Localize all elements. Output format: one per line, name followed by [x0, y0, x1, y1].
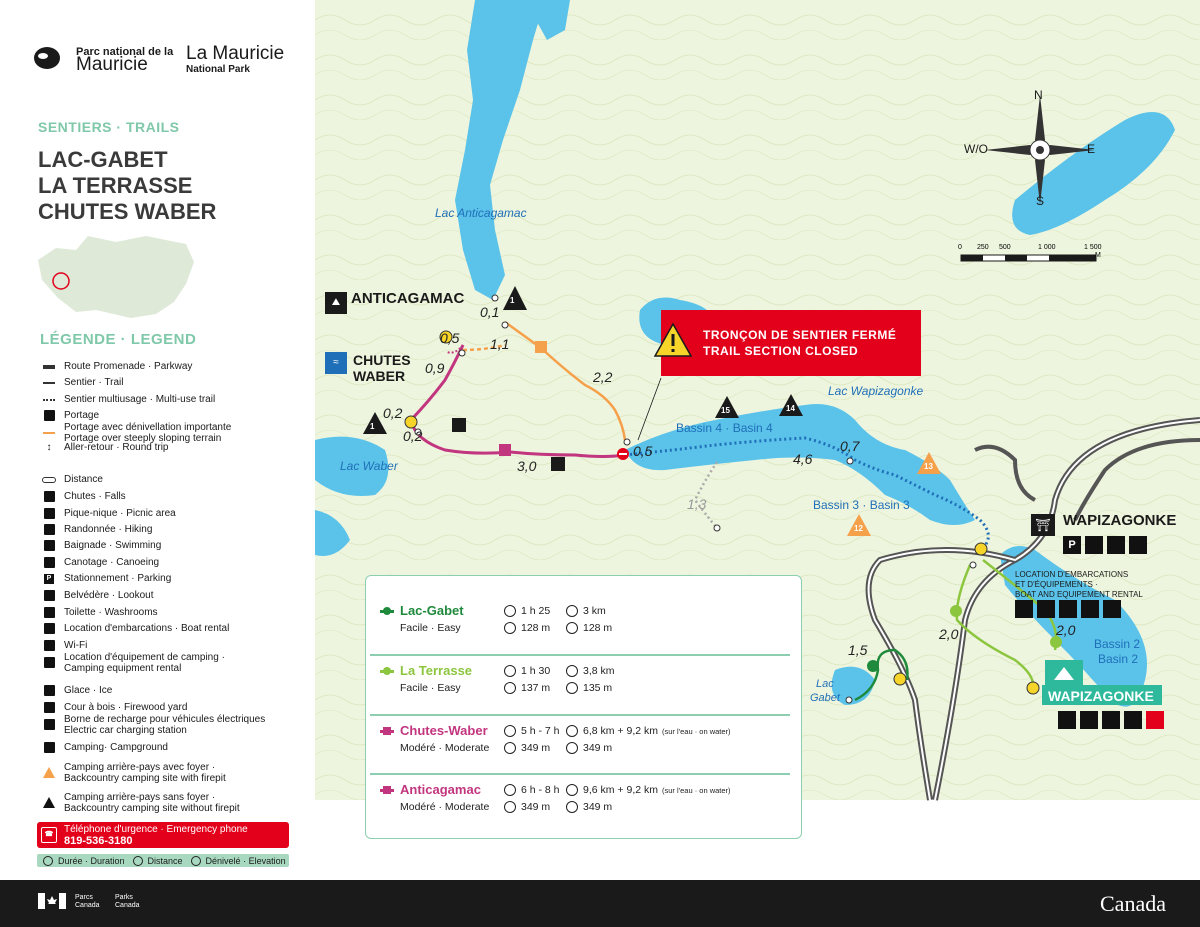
legend-item: [42, 791, 240, 814]
legend-item: [42, 392, 215, 407]
legend-item: [42, 571, 171, 586]
footer-parks-1: Parks: [115, 894, 133, 901]
trail-difficulty: Facile · Easy: [400, 682, 461, 694]
chutes-waber-marker-icon: [499, 444, 511, 456]
legend-item: [42, 359, 192, 374]
trail-color-dot: [383, 607, 391, 615]
legend-label: Canotage · Canoeing: [64, 557, 160, 568]
rental-text: [1015, 570, 1143, 600]
legend-item: [42, 683, 112, 698]
units-distance: Distance: [147, 855, 183, 866]
distance-label: 0,5: [633, 443, 653, 459]
legend-label: Sentier · Trail: [64, 377, 124, 388]
washroom-icon: [1129, 536, 1147, 554]
distance-label: 2,0: [939, 626, 959, 642]
label-lac-gabet-2: Gabet: [810, 692, 840, 704]
canoe-icon: [42, 557, 56, 569]
canoe-icon: [1107, 536, 1125, 554]
trail-name: La Terrasse: [400, 663, 473, 678]
label-lac-anticagamac: Lac Anticagamac: [435, 206, 527, 220]
trail-color-dot: [383, 667, 391, 675]
duration-icon: [504, 784, 516, 796]
legend-item: [42, 761, 226, 784]
duration-icon: [504, 605, 516, 617]
picnic-icon: ⛩: [1031, 514, 1055, 536]
distance: [566, 665, 615, 677]
legend-item: [42, 472, 103, 487]
campground-icon: [42, 742, 56, 754]
legend-item: [42, 621, 229, 636]
backcountry-nofire-icon: [42, 797, 56, 809]
wifi-icon: [1103, 600, 1121, 618]
duration-icon: [504, 725, 516, 737]
legend-item: [42, 489, 126, 504]
distance-label: 2,2: [593, 369, 613, 385]
elevation-down: [566, 682, 612, 694]
parking-icon: P: [1063, 536, 1081, 554]
canada-flag-icon: [38, 893, 66, 909]
distance-icon: [566, 725, 578, 737]
distance-value: 3,8 km: [583, 665, 615, 677]
campsite-number: 15: [721, 406, 730, 415]
trail-line-icon: [42, 377, 56, 389]
firewood-icon: [42, 702, 56, 714]
rental-line1: LOCATION D'EMBARCATIONS: [1015, 570, 1129, 579]
trail-difficulty: Modéré · Moderate: [400, 742, 490, 754]
trail-name: Chutes-Waber: [400, 723, 488, 738]
distance-label: 0,2: [383, 405, 403, 421]
swimming-icon: [1085, 536, 1103, 554]
wifi-icon: [42, 640, 56, 652]
elevation-down-icon: [566, 622, 578, 634]
trail-color-dot: [383, 727, 391, 735]
distance-label: 4,6: [793, 451, 813, 467]
picnic-icon: [42, 508, 56, 520]
distance-icon: [566, 784, 578, 796]
label-bassin-2-fr: Bassin 2: [1094, 637, 1141, 651]
ev-charging-icon: [42, 719, 56, 731]
label-bassin-2-en: Basin 2: [1098, 652, 1139, 666]
emergency-label: Téléphone d'urgence · Emergency phone: [64, 824, 248, 835]
distance-icon: [566, 605, 578, 617]
portage-icon: [42, 410, 56, 422]
campsite-number: 1: [370, 422, 375, 431]
distance-label: 1,5: [848, 642, 868, 658]
round-trip-icon: ↕: [46, 442, 52, 453]
elevation-icon: [191, 856, 201, 866]
legend-label: Baignade · Swimming: [64, 540, 162, 551]
brand-fr-small: Parc national de la: [76, 46, 174, 58]
distance-value: 6,8 km + 9,2 km: [583, 725, 658, 737]
distance-note: (sur l'eau · on water): [662, 785, 731, 795]
scale-label: 1 000: [1038, 244, 1056, 251]
legend-item: [42, 588, 154, 603]
legend-label: Borne de recharge pour véhicules électriques Electric car charging station: [64, 713, 266, 736]
campground-services: [1058, 711, 1164, 729]
legend-item: [42, 375, 123, 390]
legend-label: Belvédère · Lookout: [64, 590, 154, 601]
parkway-icon: [42, 361, 56, 373]
legend-label: Portage avec dénivellation importante Portage over steeply sloping terrain: [64, 421, 232, 444]
elevation-up: [504, 682, 550, 694]
poi-wapizagonke-campground: WAPIZAGONKE: [1048, 688, 1154, 704]
footer: [0, 880, 1200, 927]
legend-label: Camping arrière-pays sans foyer · Backcountry camping site without firepit: [64, 791, 240, 814]
elevation-up-value: 137 m: [521, 682, 551, 694]
canada-wordmark: Canada: [1100, 891, 1166, 916]
legend-item: [42, 651, 225, 674]
locator-map: [36, 232, 198, 324]
units-bar: [37, 854, 289, 867]
legend-item: [42, 421, 232, 444]
trailhead-la-terrasse-icon[interactable]: [1027, 682, 1039, 694]
hiking-icon: [452, 418, 466, 432]
scale-label: 0: [958, 244, 962, 251]
distance: [566, 725, 731, 737]
legend-item: [42, 522, 152, 537]
poi-chutes-line2: WABER: [353, 368, 406, 384]
emergency-number[interactable]: 819-536-3180: [64, 835, 133, 847]
distance-label: 0,5: [440, 330, 460, 346]
title-line: LA TERRASSE: [38, 173, 193, 198]
trail-name: Lac-Gabet: [400, 603, 464, 618]
units-elevation: Dénivelé · Elevation: [205, 855, 286, 866]
campsite-number: 14: [786, 404, 795, 413]
firewood-icon: [1059, 600, 1077, 618]
boat-rental-icon: [1015, 600, 1033, 618]
trailhead-chutes-icon[interactable]: [405, 416, 417, 428]
elevation-down-value: 349 m: [583, 742, 613, 754]
distance-label: 1,3: [687, 496, 707, 512]
legend-label: Location d'embarcations · Boat rental: [64, 623, 230, 634]
legend-title: LÉGENDE · LEGEND: [40, 331, 197, 348]
wapizagonke-services: [1063, 536, 1147, 554]
portage-marker-icon: [535, 341, 547, 353]
camping-rental-icon: [42, 657, 56, 669]
trail-difficulty: Modéré · Moderate: [400, 801, 490, 813]
duration-value: 1 h 25: [521, 605, 551, 617]
distance-label: 0,2: [403, 428, 423, 444]
legend-label: Wi-Fi: [64, 640, 88, 651]
scale-label: 250: [977, 244, 989, 251]
sidebar: [0, 0, 315, 880]
legend-label: Pique-nique · Picnic area: [64, 508, 176, 519]
title-line: LAC-GABET: [38, 147, 168, 172]
label-lac-gabet-1: Lac: [816, 678, 834, 690]
legend-label: Glace · Ice: [64, 685, 113, 696]
page-title: [38, 147, 216, 225]
legend-item: [42, 605, 158, 620]
brand-en-big: La Mauricie: [186, 43, 285, 64]
scale-bar: [961, 255, 1096, 261]
distance: [566, 784, 731, 796]
distance-icon: [133, 856, 143, 866]
legend-label: Camping arrière-pays avec foyer · Backcountry camping site with firepit: [64, 761, 226, 784]
la-terrasse-marker-icon: [950, 605, 962, 617]
label-bassin-3: Bassin 3 · Basin 3: [813, 498, 910, 512]
duration-value: 6 h - 8 h: [521, 784, 560, 796]
closed-banner-line2: TRAIL SECTION CLOSED: [703, 344, 859, 358]
footer-parcs: [75, 894, 100, 910]
elevation-up: [504, 801, 550, 813]
poi-chutes-line1: CHUTES: [353, 352, 411, 368]
legend-label: Sentier multiusage · Multi-use trail: [64, 394, 216, 405]
distance-note: (sur l'eau · on water): [662, 726, 731, 736]
label-lac-waber: Lac Waber: [340, 459, 398, 473]
washroom-icon: [42, 607, 56, 619]
legend-label: Location d'équipement de camping · Camping equipment rental: [64, 651, 225, 674]
legend-item: [42, 506, 176, 521]
footer-parks: [115, 894, 140, 910]
wifi-icon: [1102, 711, 1120, 729]
compass-w: W/O: [964, 142, 988, 156]
legend-label: Camping· Campground: [64, 742, 168, 753]
distance-label: 0,9: [425, 360, 445, 376]
camping-rental-icon: [1058, 711, 1076, 729]
ice-icon: [1081, 600, 1099, 618]
campsite-number: 12: [854, 524, 863, 533]
rental-services: [1015, 600, 1121, 618]
legend-item: [42, 555, 159, 570]
brand-en-small: National Park: [186, 64, 250, 75]
distance-icon: [566, 665, 578, 677]
distance-icon: [42, 474, 56, 486]
sos-phone-icon: ☎: [41, 827, 57, 843]
distance: [566, 605, 606, 617]
scale-label: 500: [999, 244, 1011, 251]
poi-wapizagonke: WAPIZAGONKE: [1063, 512, 1177, 529]
brand-fr-big: Mauricie: [76, 54, 148, 75]
beaver-logo-icon: [32, 44, 62, 70]
units-duration: Durée · Duration: [58, 855, 125, 866]
distance-value: 9,6 km + 9,2 km: [583, 784, 658, 796]
parking-icon: P: [42, 573, 56, 585]
elevation-up: [504, 622, 550, 634]
ice-icon: [42, 685, 56, 697]
campsite-number: 1: [510, 296, 515, 305]
elevation-up-icon: [504, 742, 516, 754]
distance-label: 1,1: [490, 336, 510, 352]
distance-label: 0,7: [840, 438, 860, 454]
elevation-down: [566, 742, 612, 754]
legend-label: Route Promenade · Parkway: [64, 361, 193, 372]
elevation-down-value: 135 m: [583, 682, 613, 694]
section-subhead: SENTIERS · TRAILS: [38, 119, 180, 135]
closed-banner: [661, 310, 921, 376]
label-lac-wapizagonke: Lac Wapizagonke: [828, 384, 924, 398]
falls-icon: [42, 491, 56, 503]
elevation-down-icon: [566, 742, 578, 754]
scale-label: 1 500: [1084, 244, 1102, 251]
elevation-down-value: 349 m: [583, 801, 613, 813]
trail-info-box: [365, 575, 802, 839]
legend-item: [42, 713, 266, 736]
elevation-down: [566, 801, 612, 813]
clock-icon: [43, 856, 53, 866]
lac-gabet-marker-icon: [867, 660, 879, 672]
trail-difficulty: Facile · Easy: [400, 622, 461, 634]
legend-item: [42, 440, 168, 455]
duration: [504, 725, 560, 737]
rental-line2: ET D'ÉQUIPEMENTS ·: [1015, 580, 1098, 589]
footer-parcs-2: Canada: [75, 902, 100, 909]
distance-value: 3 km: [583, 605, 606, 617]
legend-label: Stationnement · Parking: [64, 573, 172, 584]
warning-icon: [653, 322, 693, 358]
lookout-icon: [551, 457, 565, 471]
elevation-up-icon: [504, 801, 516, 813]
camping-rental-icon: [1037, 600, 1055, 618]
backcountry-firepit-icon: [42, 767, 56, 779]
compass-e: E: [1087, 142, 1096, 156]
duration-icon: [504, 665, 516, 677]
elevation-up-icon: [504, 622, 516, 634]
duration: [504, 605, 550, 617]
title-line: CHUTES WABER: [38, 199, 217, 224]
poi-chutes-waber: [353, 352, 411, 384]
elevation-up-value: 349 m: [521, 742, 551, 754]
boat-rental-icon: [42, 623, 56, 635]
multiuse-trail-icon: [42, 394, 56, 406]
elevation-up-value: 349 m: [521, 801, 551, 813]
poi-anticagamac: ANTICAGAMAC: [351, 290, 465, 307]
steep-portage-icon: [42, 427, 56, 439]
lookout-icon: ⛰: [325, 292, 347, 314]
duration: [504, 784, 560, 796]
duration: [504, 665, 550, 677]
hiking-icon: [42, 524, 56, 536]
legend-label: Portage: [64, 410, 100, 421]
legend-label: Distance: [64, 474, 103, 485]
lookout-icon: [42, 590, 56, 602]
duration-value: 5 h - 7 h: [521, 725, 560, 737]
sos-phone-icon: [1146, 711, 1164, 729]
legend-label: Aller-retour · Round trip: [64, 442, 169, 453]
swimming-icon: [42, 540, 56, 552]
elevation-up-icon: [504, 682, 516, 694]
campsite-number: 13: [924, 462, 933, 471]
elevation-down-value: 128 m: [583, 622, 613, 634]
footer-parks-2: Canada: [115, 902, 140, 909]
trail-name: Anticagamac: [400, 782, 481, 797]
elevation-up: [504, 742, 550, 754]
elevation-down-icon: [566, 682, 578, 694]
footer-parcs-1: Parcs: [75, 894, 93, 901]
trailhead-wapizagonke-icon[interactable]: [975, 543, 987, 555]
emergency-phone-box: [37, 822, 289, 848]
falls-icon: ≈: [325, 352, 347, 374]
rental-line3: BOAT AND EQUIPEMENT RENTAL: [1015, 590, 1143, 599]
trail-color-dot: [383, 786, 391, 794]
elevation-down: [566, 622, 612, 634]
distance-label: 2,0: [1056, 622, 1076, 638]
legend-label: Toilette · Washrooms: [64, 607, 158, 618]
legend-item: [42, 740, 168, 755]
trailhead-lac-gabet-icon[interactable]: [894, 673, 906, 685]
map-area: [315, 0, 1200, 880]
firewood-icon: [1080, 711, 1098, 729]
legend-label: Cour à bois · Firewood yard: [64, 702, 188, 713]
ev-charging-icon: [1124, 711, 1142, 729]
legend-item: [42, 538, 161, 553]
closed-banner-line1: TRONÇON DE SENTIER FERMÉ: [703, 328, 897, 342]
legend-label: Chutes · Falls: [64, 491, 126, 502]
compass-n: N: [1034, 88, 1043, 102]
distance-label: 0,1: [480, 304, 500, 320]
compass-s: S: [1036, 194, 1045, 208]
label-bassin-4: Bassin 4 · Basin 4: [676, 421, 773, 435]
legend-label: Randonnée · Hiking: [64, 524, 153, 535]
scale-unit: M: [1095, 252, 1101, 259]
duration-value: 1 h 30: [521, 665, 551, 677]
distance-label: 3,0: [517, 458, 537, 474]
elevation-up-value: 128 m: [521, 622, 551, 634]
elevation-down-icon: [566, 801, 578, 813]
